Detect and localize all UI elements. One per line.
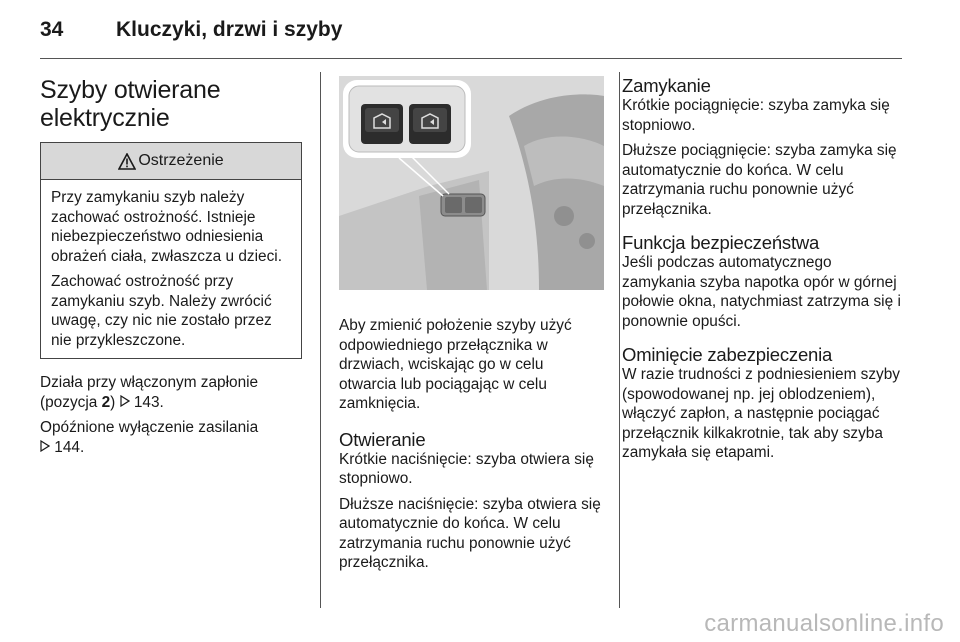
page-header — [40, 18, 902, 48]
page-ref-icon — [40, 438, 50, 458]
window-switch-illustration — [339, 76, 604, 290]
body-paragraph: Dłuższe pociągnięcie: szyba zamyka się automatycznie do końca. W celu zatrzymania ruchu ponownie użyć przełącznika. — [622, 142, 897, 218]
warning-heading: Ostrzeżenie — [138, 152, 224, 169]
column-divider — [619, 72, 620, 608]
page-ref-icon — [120, 393, 130, 413]
body-paragraph: Jeśli podczas automatycznego zamykania szyba napotka opór w górnej połowie okna, natychmiast zatrzyma się i ponownie opuści. — [622, 254, 901, 330]
body-paragraph: W razie trudności z podniesieniem szyby (spowodowanej np. jej oblodzeniem), włączyć zapłon, a następnie pociągać przełącznik kilkakrotnie, tak aby szyba zamykała się etapami. — [622, 366, 901, 461]
body-paragraph: Krótkie pociągnięcie: szyba zamyka się stopniowo. — [622, 97, 890, 134]
column-right — [622, 72, 904, 469]
page-ref-link[interactable]: 144. — [54, 438, 85, 456]
body-paragraph: Opóźnione wyłączenie zasilania 144. — [40, 419, 259, 456]
subsection-title: Ominięcie zabezpieczenia — [622, 344, 833, 365]
column-divider — [320, 72, 321, 608]
page-number: 34 — [40, 18, 64, 41]
warning-icon — [118, 153, 136, 170]
section-title: Szyby otwierane elektrycznie — [40, 76, 221, 132]
subsection-title: Funkcja bezpieczeństwa — [622, 232, 820, 253]
warning-header — [41, 143, 301, 180]
column-middle — [339, 72, 604, 579]
warning-box — [40, 142, 302, 359]
column-left — [40, 72, 302, 463]
body-paragraph: Krótkie naciśnięcie: szyba otwiera się stopniowo. — [339, 450, 594, 487]
header-rule — [40, 58, 902, 59]
body-paragraph: Działa przy włączonym zapłonie (pozycja 2) 143. — [40, 374, 259, 411]
warning-paragraph: Przy zamykaniu szyb należy zachować ostrożność. Istnieje niebezpieczeństwo odniesienia obrażeń ciała, zwłaszcza u dzieci. — [51, 189, 282, 265]
chapter-title: Kluczyki, drzwi i szyby — [116, 18, 343, 41]
page-ref-link[interactable]: 143. — [133, 393, 164, 411]
warning-paragraph: Zachować ostrożność przy zamykaniu szyb. Należy zwrócić uwagę, czy nic nie zostało przez nie przykleszczone. — [51, 273, 272, 349]
subsection-title: Otwieranie — [339, 428, 426, 450]
subsection-title: Zamykanie — [622, 75, 711, 96]
watermark: carmanualsonline.info — [704, 610, 944, 637]
body-paragraph: Aby zmienić położenie szyby użyć odpowiedniego przełącznika w drzwiach, wciskając go w celu otwarcia lub pociągając w celu zamknięcia. — [339, 317, 572, 412]
body-paragraph: Dłuższe naciśnięcie: szyba otwiera się automatycznie do końca. W celu zatrzymania ruchu ponownie użyć przełącznika. — [339, 495, 601, 571]
